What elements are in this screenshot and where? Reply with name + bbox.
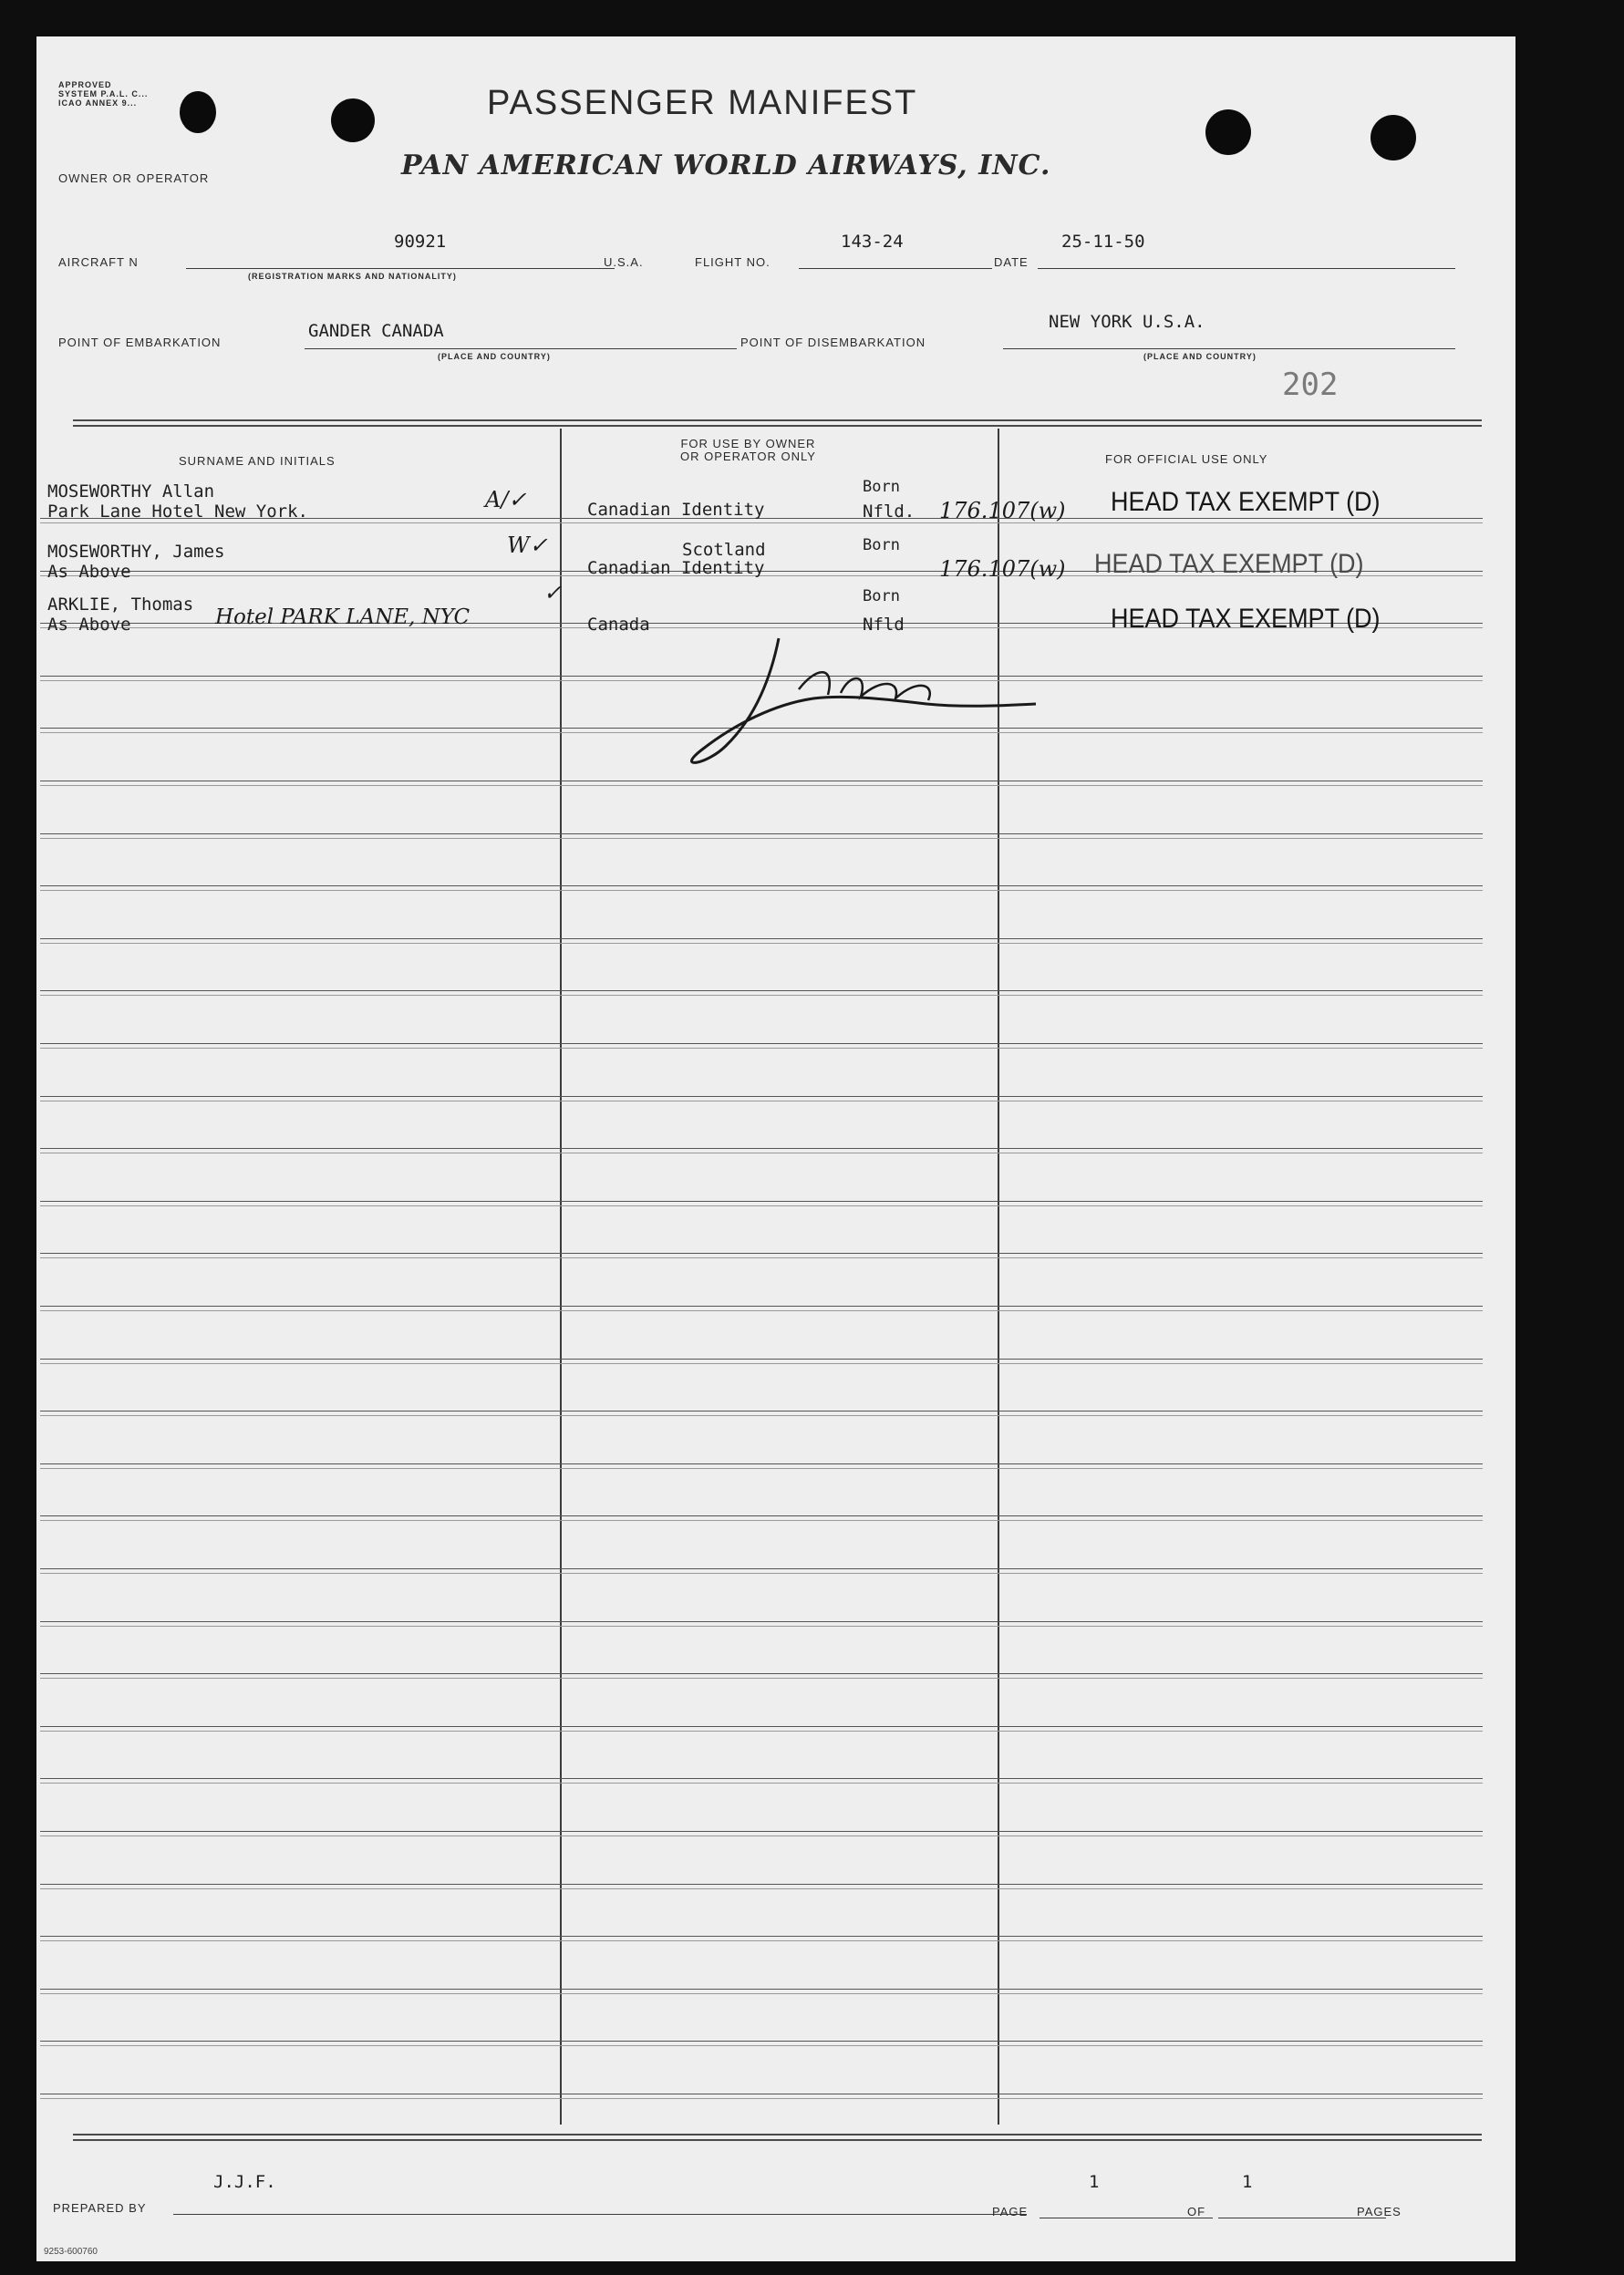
origin: Scotland: [682, 540, 766, 560]
ruled-line: [40, 1678, 1483, 1679]
manifest-page: [36, 36, 1515, 2261]
ruled-line: [40, 1831, 1483, 1832]
column-header-owner-use: FOR USE BY OWNER OR OPERATOR ONLY: [680, 437, 816, 463]
airline-name: PAN AMERICAN WORLD AIRWAYS, INC.: [401, 150, 1051, 181]
ruled-line: [40, 2041, 1483, 2042]
of-label: OF: [1187, 2205, 1206, 2218]
ruled-line: [40, 1731, 1483, 1732]
approved-line: APPROVED: [58, 80, 112, 89]
disembark-value: NEW YORK U.S.A.: [1049, 312, 1205, 332]
embark-label: POINT OF EMBARKATION: [58, 336, 222, 349]
official-stamp: HEAD TAX EXEMPT (D): [1111, 604, 1381, 634]
ruled-line: [40, 890, 1483, 891]
ruled-line: [40, 1463, 1483, 1464]
column-divider: [560, 429, 562, 2125]
ruled-line: [40, 1306, 1483, 1307]
ruled-line: [40, 1205, 1483, 1206]
ruled-line: [40, 522, 1483, 523]
passenger-address: As Above: [47, 615, 131, 635]
punch-hole: [180, 91, 216, 133]
ruled-line: [40, 1468, 1483, 1469]
prepared-value: J.J.F.: [213, 2172, 276, 2192]
passenger-address: Park Lane Hotel New York.: [47, 502, 308, 522]
ruled-line: [40, 2098, 1483, 2099]
birth-place: Nfld: [863, 615, 905, 635]
passenger-name: MOSEWORTHY Allan: [47, 481, 215, 502]
ruled-line: [40, 1726, 1483, 1727]
born-label: Born: [863, 478, 900, 496]
passenger-name: MOSEWORTHY, James: [47, 542, 225, 562]
ruled-line: [40, 1048, 1483, 1049]
pages-label: PAGES: [1357, 2205, 1402, 2218]
ruled-line: [40, 1989, 1483, 1990]
official-stamp: HEAD TAX EXEMPT (D): [1111, 487, 1381, 517]
ruled-line: [40, 885, 1483, 886]
ruled-line: [40, 995, 1483, 996]
embark-value: GANDER CANADA: [308, 321, 444, 341]
approved-line: SYSTEM P.A.L. C...: [58, 89, 149, 98]
check-mark: W✓: [507, 533, 548, 558]
page-value: 1: [1089, 2172, 1100, 2192]
handwritten-code: 176.107(w): [939, 556, 1066, 582]
ruled-line: [40, 1257, 1483, 1258]
ruled-line: [40, 1520, 1483, 1521]
page-title: PASSENGER MANIFEST: [487, 84, 918, 122]
aircraft-label: AIRCRAFT N: [58, 255, 139, 269]
signature: [662, 629, 1045, 775]
ruled-line: [40, 833, 1483, 834]
ruled-line: [40, 1515, 1483, 1516]
ruled-line: [40, 943, 1483, 944]
ruled-line: [40, 2045, 1483, 2046]
ruled-line: [40, 1626, 1483, 1627]
embark-sub-label: (PLACE AND COUNTRY): [438, 352, 551, 361]
ruled-line: [40, 1363, 1483, 1364]
page-label: PAGE: [992, 2205, 1029, 2218]
passenger-name: ARKLIE, Thomas: [47, 595, 194, 615]
handwritten-address: Hotel PARK LANE, NYC: [215, 605, 471, 629]
passenger-document: Canadian Identity: [587, 558, 765, 578]
check-mark: ✓: [543, 580, 563, 605]
ruled-line: [40, 1993, 1483, 1994]
passenger-document: Canada: [587, 615, 650, 635]
ruled-line: [40, 1043, 1483, 1044]
official-stamp: HEAD TAX EXEMPT (D): [1094, 549, 1364, 579]
born-label: Born: [863, 587, 900, 605]
ruled-line: [40, 990, 1483, 991]
date-label: DATE: [994, 255, 1029, 269]
nationality: U.S.A.: [604, 255, 644, 269]
approved-block: [58, 80, 148, 108]
ruled-line: [40, 1359, 1483, 1360]
flight-label: FLIGHT NO.: [695, 255, 771, 269]
ruled-line: [40, 1884, 1483, 1885]
born-label: Born: [863, 536, 900, 554]
disembark-label: POINT OF DISEMBARKATION: [740, 336, 926, 349]
handwritten-code: 176.107(w): [939, 498, 1066, 523]
aircraft-sub-label: (REGISTRATION MARKS AND NATIONALITY): [248, 272, 457, 281]
ruled-line: [40, 1936, 1483, 1937]
ruled-line: [40, 938, 1483, 939]
ruled-line: [40, 1415, 1483, 1416]
ruled-line: [40, 1673, 1483, 1674]
stamped-number: 202: [1282, 367, 1339, 403]
punch-hole: [1371, 115, 1416, 160]
flight-value: 143-24: [841, 232, 904, 252]
ruled-line: [40, 1201, 1483, 1202]
ruled-line: [40, 1568, 1483, 1569]
passenger-document: Canadian Identity: [587, 500, 765, 520]
owner-label: OWNER OR OPERATOR: [58, 171, 210, 185]
ruled-line: [40, 1888, 1483, 1889]
date-value: 25-11-50: [1061, 232, 1145, 252]
ruled-line: [40, 1310, 1483, 1311]
ruled-line: [40, 1940, 1483, 1941]
of-value: 1: [1242, 2172, 1253, 2192]
ruled-line: [40, 1096, 1483, 1097]
aircraft-value: 90921: [394, 232, 447, 252]
ruled-line: [40, 1573, 1483, 1574]
punch-hole: [1205, 109, 1251, 155]
ruled-line: [40, 1253, 1483, 1254]
disembark-sub-label: (PLACE AND COUNTRY): [1143, 352, 1257, 361]
ruled-line: [40, 1621, 1483, 1622]
passenger-address: As Above: [47, 562, 131, 582]
ruled-line: [40, 785, 1483, 786]
ruled-line: [40, 1783, 1483, 1784]
ruled-line: [40, 1148, 1483, 1149]
prepared-label: PREPARED BY: [53, 2201, 147, 2215]
column-header-surname: SURNAME AND INITIALS: [179, 454, 336, 468]
ruled-line: [40, 838, 1483, 839]
column-header-official: FOR OFFICIAL USE ONLY: [1105, 452, 1268, 466]
form-number: 9253-600760: [44, 2247, 98, 2257]
punch-hole: [331, 98, 375, 142]
ruled-line: [40, 1778, 1483, 1779]
check-mark: A/✓: [485, 487, 527, 512]
approved-line: ICAO ANNEX 9...: [58, 98, 138, 108]
birth-place: Nfld.: [863, 502, 915, 522]
ruled-line: [40, 1411, 1483, 1412]
